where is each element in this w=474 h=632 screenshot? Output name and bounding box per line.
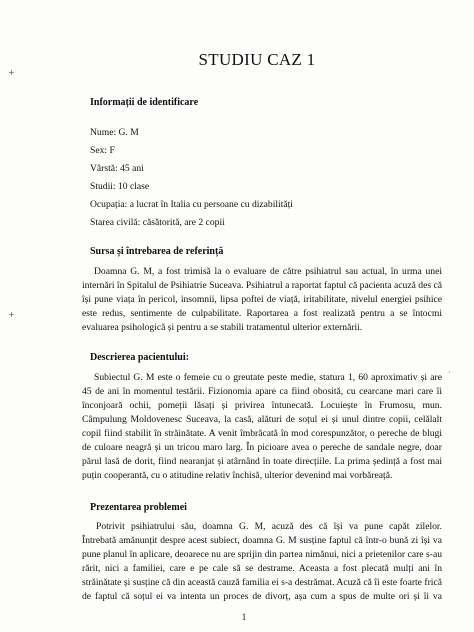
paragraph-line: străinătate și susține că din această cauză familia ei s-a destrămat. Acuză că îi este foarte frică [82, 577, 442, 588]
field-sex: Sex: F [90, 145, 115, 156]
paragraph-line: părul lasă de dorit, fiind nearanjat și atârnând în toate direcțiile. La prima ședință a fost mai [82, 456, 442, 467]
field-stare-civila: Starea civilă: căsătorită, are 2 copii [90, 217, 225, 228]
field-varsta: Vârstă: 45 ani [90, 163, 144, 174]
paragraph-line: de culoare neagră și un tricou maro larg. În picioare avea o pereche de sandale negre, doar [82, 442, 442, 453]
paragraph-line: puțin cooperantă, cu o atitudine relativ închisă, ulterior devenind mai vorbăreață. [82, 470, 393, 481]
page-number: 1 [241, 612, 247, 622]
paragraph-line: de faptul că soțul ei va intenta un proces de divorț, așa cum a spus de multe ori și îi va [82, 591, 442, 602]
paragraph-line: copil fiind stabilit în străinătate. A venit îmbrăcată în mod corespunzător, o pereche de blugi [82, 428, 442, 439]
paragraph-line: Subiectul G. M este o femeie cu o greutate peste medie, statura 1, 60 aproximativ și are [94, 372, 442, 383]
paragraph-line: își pune viața în pericol, insomnii, lipsa poftei de viață, iritabilitate, nivelul energiei psihice [82, 294, 442, 305]
section-heading-problema: Prezentarea problemei [90, 502, 187, 513]
paragraph-line: înconjoară ochii, pomeții lăsați și privirea întunecată. Locuiește în Frumosu, mun. [82, 400, 442, 411]
paragraph-line: 45 de ani în momentul testării. Fizionomia apare ca fiind obosită, cu cearcane mari care îi [82, 386, 442, 397]
paragraph-line: este redus, sentimente de culpabilitate. Raportarea a fost realizată pentru a se întocmi [82, 308, 442, 319]
section-heading-referinta: Sursa și întrebarea de referință [90, 246, 224, 257]
paragraph-line: Câmpulung Moldovenesc Suceava, la casă, alături de soțul ei și unul dintre copii, celălalt [82, 414, 442, 425]
scan-mark: + [8, 310, 15, 319]
field-ocupatia: Ocupația: a lucrat în Italia cu persoane cu dizabilități [90, 199, 293, 210]
paragraph-line: Întrebată amănunțit despre acest subiect, doamna G. M susține faptul că într-o bună zi își va [82, 535, 442, 546]
scan-mark: · [448, 368, 451, 377]
scan-mark: + [8, 68, 15, 77]
section-heading-descriere: Descrierea pacientului: [90, 352, 189, 363]
paragraph-line: Potrivit psihiatrului său, doamna G. M, acuză des că își va pune capăt zilelor. [96, 521, 442, 532]
paragraph-line: evaluarea psihologică și pentru a se stabili tratamentul ulterior externării. [82, 322, 363, 333]
page-title: STUDIU CAZ 1 [198, 50, 316, 69]
field-nume: Nume: G. M [90, 127, 139, 138]
section-heading-identificare: Informații de identificare [90, 97, 199, 108]
paragraph-line: pune planul în aplicare, deoarece nu are sprijin din partea nimănui, nici a prietenilor care s-au [82, 549, 442, 560]
paragraph-line: internări în Spitalul de Psihiatrie Suceava. Psihiatrul a raportat faptul că pacienta acuză des că [82, 280, 442, 291]
paragraph-line: rărit, nici a familiei, care e pe cale să se destrame. Aceasta a fost plecată mulți ani în [82, 563, 442, 574]
paragraph-line: Doamna G. M, a fost trimisă la o evaluare de către psihiatrul sau actual, în urma unei [94, 266, 442, 277]
field-studii: Studii: 10 clase [90, 181, 150, 192]
